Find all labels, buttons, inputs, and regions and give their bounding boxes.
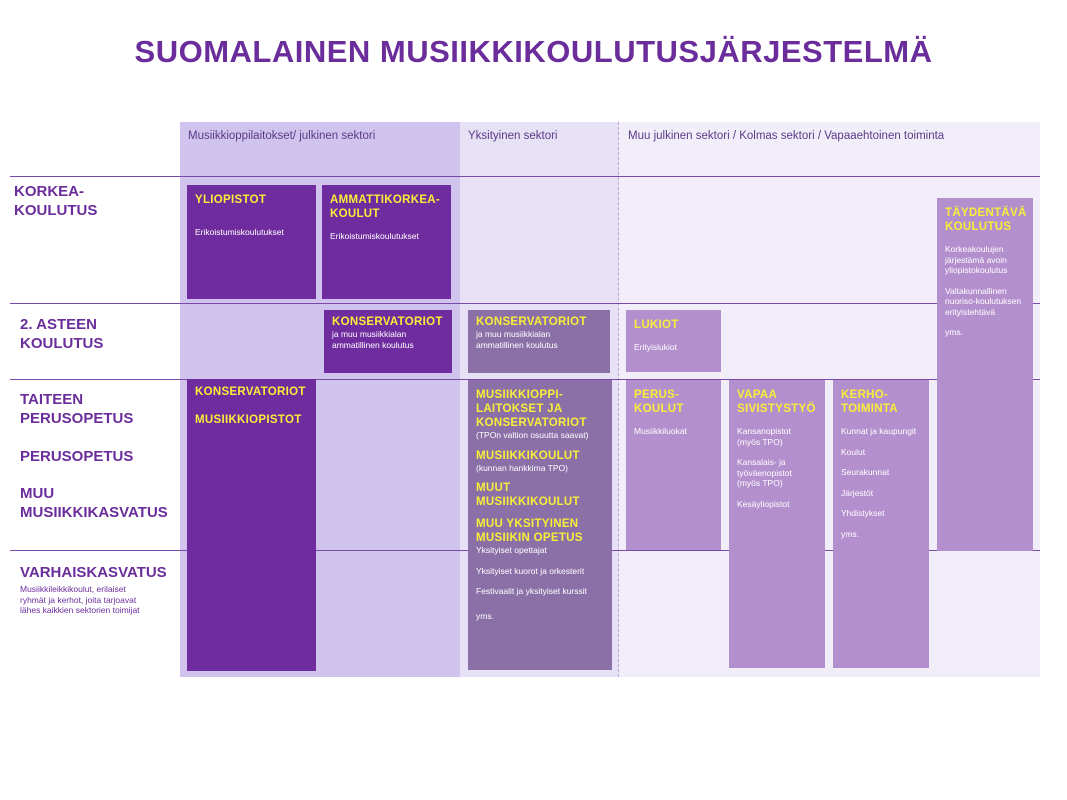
box-heading: KOULUT bbox=[330, 208, 380, 220]
row-label-line: TAITEEN bbox=[20, 391, 84, 408]
box-text: ja muu musiikkialan bbox=[476, 329, 551, 339]
box-list-item: Yksityiset kuorot ja orkesterit bbox=[476, 565, 585, 576]
box-text: yliopistokoulutus bbox=[945, 265, 1008, 275]
box-heading: KONSERVATORIOT bbox=[195, 386, 306, 398]
box-list-item: Järjestöt bbox=[841, 487, 874, 498]
box-heading: MUSIIKKIKOULUT bbox=[476, 449, 580, 462]
box-text: Korkeakoulujen bbox=[945, 244, 1004, 254]
box-yliopistot bbox=[187, 185, 316, 299]
box-heading: PERUS- bbox=[634, 389, 680, 401]
box-text: Valtakunnallinen bbox=[945, 285, 1007, 296]
box-text: yms. bbox=[945, 327, 963, 337]
box-heading: TÄYDENTÄVÄ bbox=[945, 207, 1027, 219]
box-text: ja muu musiikkialan bbox=[332, 329, 407, 339]
box-heading: TOIMINTA bbox=[841, 403, 898, 415]
box-lukiot bbox=[626, 310, 721, 372]
box-konservatoriot-private-secondary bbox=[468, 310, 610, 373]
row-label-early-education: VARHAISKASVATUS bbox=[20, 564, 167, 581]
box-list-item bbox=[737, 457, 817, 489]
box-list-item: Seurakunnat bbox=[841, 467, 890, 477]
row-description-early-education bbox=[20, 584, 175, 616]
row-label-line: PERUSOPETUS bbox=[20, 410, 134, 427]
box-text: Kansalais- ja bbox=[737, 457, 786, 467]
box-heading: KERHO- bbox=[841, 389, 889, 401]
box-list-item bbox=[945, 327, 1025, 338]
box-list-item: Festivaalit ja yksityiset kurssit bbox=[476, 586, 587, 596]
box-text: työväenopistot bbox=[737, 467, 792, 478]
box-heading: KONSERVATORIOT bbox=[332, 316, 443, 328]
box-list-item: Kunnat ja kaupungit bbox=[841, 426, 917, 436]
box-private-music-schools bbox=[468, 380, 612, 670]
box-text: ammatillinen koulutus bbox=[332, 339, 414, 350]
row-divider-higher bbox=[10, 176, 1040, 177]
box-list-item: Koulut bbox=[841, 446, 866, 457]
box-heading: KOULUT bbox=[634, 403, 684, 415]
row-divider-secondary bbox=[10, 303, 1040, 304]
box-list-item bbox=[945, 244, 1025, 276]
box-taydentava-koulutus bbox=[937, 198, 1033, 551]
box-text: (myös TPO) bbox=[737, 478, 783, 488]
box-konservatoriot-musiikkiopistot bbox=[187, 379, 316, 671]
box-heading: MUU YKSITYINEN bbox=[476, 518, 579, 530]
box-text: järjestämä avoin bbox=[945, 254, 1007, 265]
box-text: Erikoistumiskoulutukset bbox=[330, 231, 419, 241]
row-label-line: KOULUTUS bbox=[20, 335, 104, 352]
row-label-line: 2. ASTEEN bbox=[20, 316, 97, 333]
row-description-line: Musiikkileikkikoulut, erilaiset bbox=[20, 584, 126, 594]
box-heading: LAITOKSET JA bbox=[476, 403, 563, 415]
box-heading: KOULUTUS bbox=[945, 221, 1012, 233]
box-vapaa-sivistystyo bbox=[729, 380, 825, 668]
row-label-basic-education: PERUSOPETUS bbox=[20, 448, 134, 465]
row-label-line: KOULUTUS bbox=[14, 202, 98, 219]
row-label-line: KORKEA- bbox=[14, 183, 84, 200]
box-heading: MUSIIKKIOPISTOT bbox=[195, 414, 302, 426]
sector-label-public: Musiikkioppilaitokset/ julkinen sektori bbox=[188, 130, 376, 142]
row-description-line: lähes kaikkien sektorien toimijat bbox=[20, 605, 140, 615]
row-label-other-music-education bbox=[20, 484, 168, 522]
row-label-secondary-education bbox=[20, 315, 103, 353]
box-text: Erityislukiot bbox=[634, 342, 677, 352]
box-ammattikorkeakoulut bbox=[322, 185, 451, 299]
box-heading: MUSIIKKIKOULUT bbox=[476, 496, 580, 508]
box-heading: VAPAA bbox=[737, 389, 778, 401]
sector-label-private: Yksityinen sektori bbox=[468, 130, 558, 142]
box-heading: YLIOPISTOT bbox=[195, 194, 267, 206]
box-heading: KONSERVATORIOT bbox=[476, 417, 587, 429]
box-heading: MUUT bbox=[476, 482, 511, 494]
box-heading: AMMATTIKORKEA- bbox=[330, 194, 441, 206]
row-label-line: MUSIIKKIKASVATUS bbox=[20, 504, 168, 521]
box-list-item: yms. bbox=[476, 610, 494, 621]
box-list-item bbox=[737, 499, 817, 510]
box-text: Kesäyliopistot bbox=[737, 498, 790, 509]
box-text: (myös TPO) bbox=[737, 436, 783, 447]
box-list-item: Yksityiset opettajat bbox=[476, 545, 547, 555]
box-text: (kunnan hankkima TPO) bbox=[476, 462, 568, 473]
box-list-item: yms. bbox=[841, 528, 859, 539]
row-description-line: ryhmät ja kerhot, joita tarjoavat bbox=[20, 594, 137, 605]
box-list-item bbox=[945, 286, 1025, 318]
box-text: Kansanopistot bbox=[737, 426, 791, 436]
box-heading: KONSERVATORIOT bbox=[476, 316, 587, 328]
row-label-basic-art-education bbox=[20, 390, 133, 428]
box-text: erityistehtävä bbox=[945, 306, 996, 317]
box-heading: MUSIIKKIOPPI- bbox=[476, 389, 563, 401]
box-heading: LUKIOT bbox=[634, 319, 679, 331]
box-list-item: Yhdistykset bbox=[841, 508, 885, 518]
row-label-higher-education bbox=[14, 182, 97, 220]
box-kerhotoiminta bbox=[833, 380, 929, 668]
page-title: SUOMALAINEN MUSIIKKIKOULUTUSJÄRJESTELMÄ bbox=[134, 34, 933, 69]
box-text: ammatillinen koulutus bbox=[476, 339, 558, 350]
box-text: Musiikkiluokat bbox=[634, 426, 687, 436]
box-text: nuoriso-koulutuksen bbox=[945, 296, 1022, 306]
box-peruskoulut bbox=[626, 380, 721, 550]
row-label-line: MUU bbox=[20, 485, 55, 502]
box-heading: MUSIIKIN OPETUS bbox=[476, 532, 583, 544]
box-list-item bbox=[737, 426, 817, 447]
box-text: (TPOn valtion osuutta saavat) bbox=[476, 430, 589, 440]
sector-label-other: Muu julkinen sektori / Kolmas sektori / Vapaaehtoinen toiminta bbox=[628, 130, 945, 142]
box-heading: SIVISTYSTYÖ bbox=[737, 403, 816, 415]
box-konservatoriot-public-secondary bbox=[324, 310, 452, 373]
sector-divider-dashed bbox=[618, 122, 619, 677]
box-text: Erikoistumiskoulutukset bbox=[195, 227, 284, 237]
